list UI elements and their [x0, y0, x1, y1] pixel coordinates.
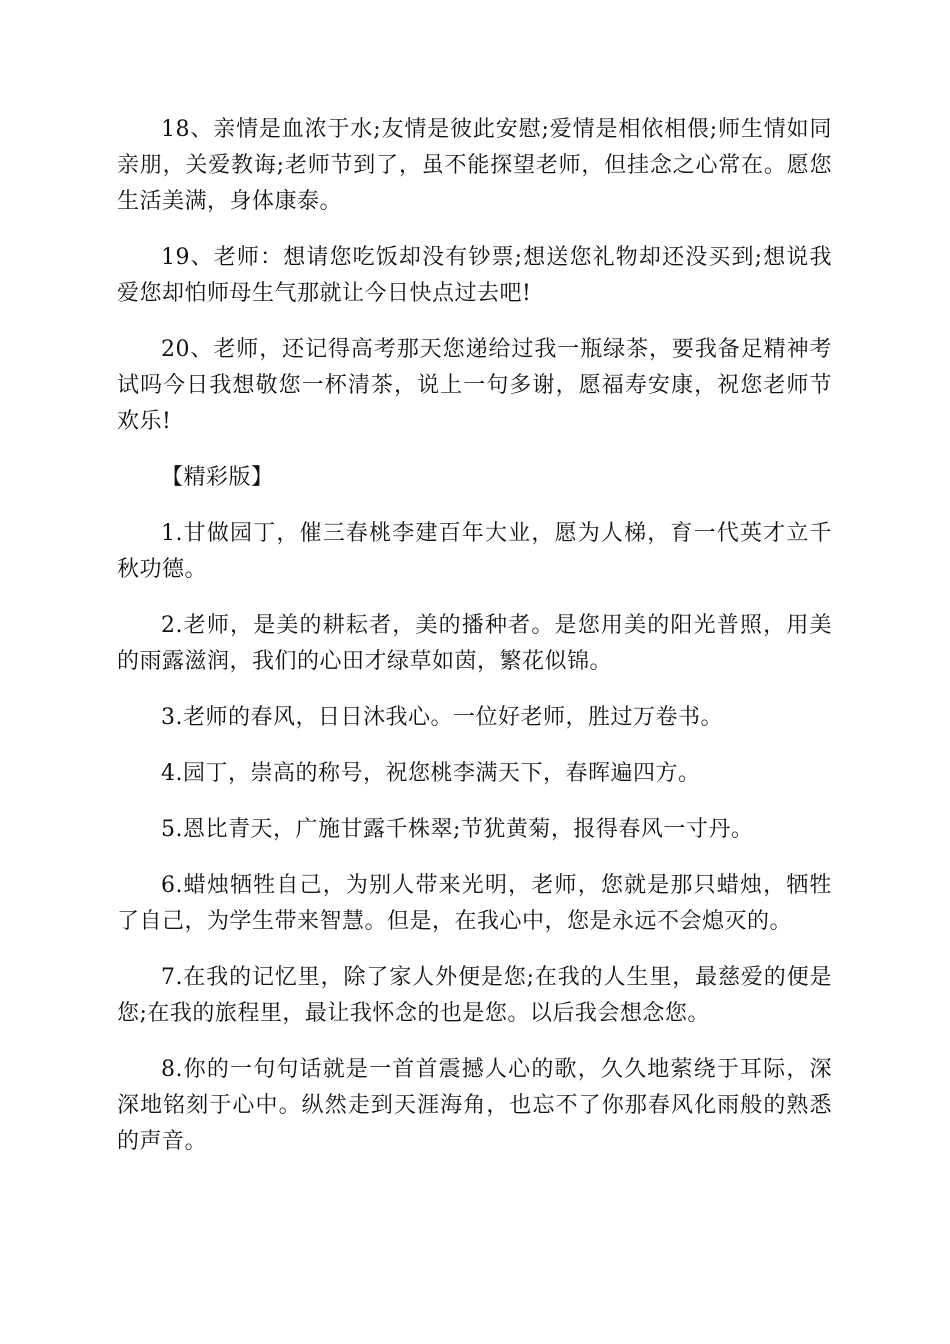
paragraph-7: 7.在我的记忆里，除了家人外便是您;在我的人生里，最慈爱的便是您;在我的旅程里，最让我怀念的也是您。以后我会想念您。 — [117, 965, 832, 1026]
paragraph-2: 2.老师，是美的耕耘者，美的播种者。是您用美的阳光普照，用美的雨露滋润，我们的心田才绿草如茵，繁花似锦。 — [117, 613, 832, 674]
paragraph-5: 5.恩比青天，广施甘露千株翠;节犹黄菊，报得春风一寸丹。 — [161, 817, 754, 842]
paragraph-18: 18、亲情是血浓于水;友情是彼此安慰;爱情是相依相偎;师生情如同亲朋，关爱教诲;老师节到了，虽不能探望老师，但挂念之心常在。愿您生活美满，身体康泰。 — [117, 117, 832, 214]
section-heading: 【精彩版】 — [161, 465, 274, 490]
paragraph-1: 1.甘做园丁，催三春桃李建百年大业，愿为人梯，育一代英才立千秋功德。 — [117, 521, 832, 582]
paragraph-3: 3.老师的春风，日日沐我心。一位好老师，胜过万卷书。 — [161, 705, 723, 730]
paragraph-19: 19、老师：想请您吃饭却没有钞票;想送您礼物却还没买到;想说我爱您却怕师母生气那就让今日快点过去吧! — [117, 245, 832, 306]
paragraph-8: 8.你的一句句话就是一首首震撼人心的歌，久久地萦绕于耳际，深深地铭刻于心中。纵然走到天涯海角，也忘不了你那春风化雨般的熟悉的声音。 — [117, 1057, 832, 1154]
paragraph-4: 4.园丁，崇高的称号，祝您桃李满天下，春晖遍四方。 — [161, 761, 701, 786]
paragraph-6: 6.蜡烛牺牲自己，为别人带来光明，老师，您就是那只蜡烛，牺牲了自己，为学生带来智慧。但是，在我心中，您是永远不会熄灭的。 — [117, 873, 832, 934]
paragraph-20: 20、老师，还记得高考那天您递给过我一瓶绿茶，要我备足精神考试吗今日我想敬您一杯清茶，说上一句多谢，愿福寿安康，祝您老师节欢乐! — [117, 337, 832, 434]
